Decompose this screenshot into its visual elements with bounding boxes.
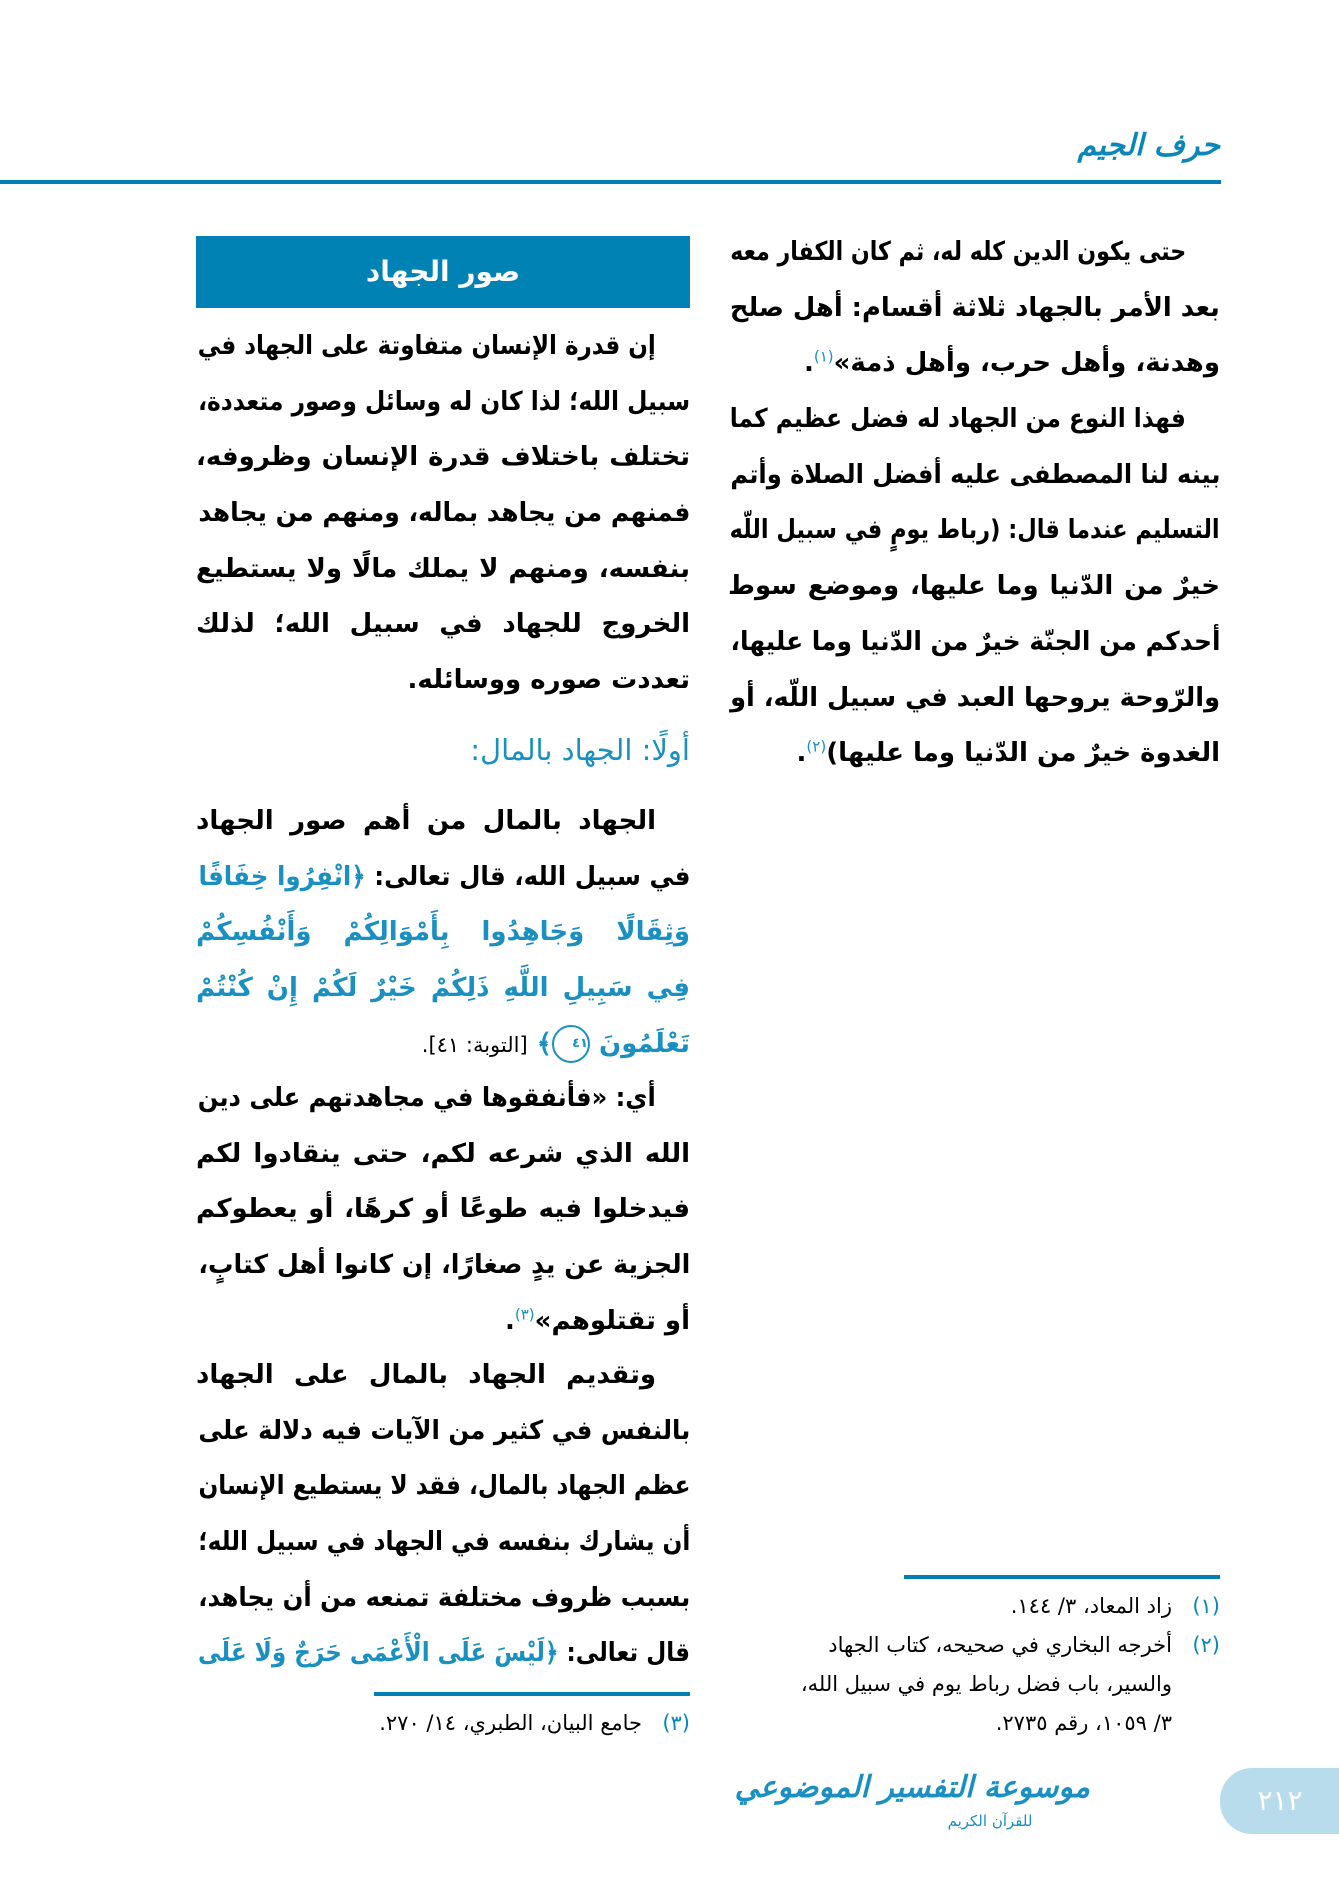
paragraph (728, 392, 1220, 782)
footnote-ref[interactable]: (٣) (514, 1305, 535, 1324)
footnote-text: زاد المعاد، ٣/ ١٤٤. (1010, 1594, 1172, 1618)
text: حتى يكون الدين كله له، ثم كان الكفار معه (730, 237, 1186, 267)
text-line-content (196, 1139, 690, 1169)
text-line (196, 1348, 690, 1404)
right-column (728, 225, 1220, 782)
text-line-content (198, 1515, 690, 1571)
text-line (196, 1571, 690, 1627)
running-head-chapter: حرف الجيم (1077, 128, 1220, 163)
text-line (196, 653, 690, 709)
text: أن يشارك بنفسه في الجهاد في سبيل الله؛ (198, 1527, 690, 1558)
text: في سبيل الله، قال تعالى: (365, 861, 690, 892)
text-line (196, 794, 690, 850)
text-line (196, 375, 690, 431)
text-line-content (198, 1071, 656, 1127)
text-line (728, 503, 1220, 559)
footnote-rule-left (374, 1692, 690, 1696)
series-logo (734, 1766, 1090, 1842)
text-line-content (198, 486, 690, 542)
text-line-content (196, 806, 656, 836)
text-line (196, 905, 690, 961)
text-line-content (730, 448, 1220, 504)
text: الخروج للجهاد في سبيل الله؛ لذلك (196, 609, 690, 640)
text: عظم الجهاد بالمال، فقد لا يستطيع الإنسان (198, 1471, 690, 1502)
text-line (196, 1017, 690, 1073)
footnote-text: جامع البيان، الطبري، ١٤/ ٢٧٠. (379, 1711, 642, 1735)
text: فمنهم من يجاهد بماله، ومنهم من يجاهد (198, 498, 690, 529)
section-header: صور الجهاد (196, 236, 690, 308)
text-line-content (196, 442, 690, 472)
text: . (803, 348, 814, 379)
left-paragraph-3 (196, 1071, 690, 1349)
text-line-content (198, 850, 690, 906)
text: أي: «فأنفقوها في مجاهدتهم على دين (198, 1083, 656, 1113)
subheading: أولًا: الجهاد بالمال: (470, 733, 690, 767)
ayah-number-marker: ٤١ (552, 1025, 590, 1063)
text-line-content (730, 671, 1220, 727)
verse-reference: [التوبة: ٤١]. (421, 1032, 528, 1057)
text: بسبب ظروف مختلفة تمنعه من أن يجاهد، (198, 1582, 690, 1613)
footnote (700, 1626, 1220, 1743)
text-line (196, 542, 690, 598)
series-logo-subtitle: للقرآن الكريم (947, 1812, 1033, 1830)
text-line (728, 225, 1220, 281)
text-line-content (196, 609, 690, 639)
text: إن قدرة الإنسان متفاوتة على الجهاد في (198, 331, 656, 361)
text: بعد الأمر بالجهاد ثلاثة أقسام: أهل صلح (730, 292, 1220, 323)
quran-verse: تَعْلَمُونَ (589, 1028, 690, 1059)
text-line (196, 486, 690, 542)
text-line (196, 1294, 690, 1350)
text-line-content (422, 1029, 690, 1059)
text: بنفسه، ومنهم لا يملك مالًا ولا يستطيع (196, 553, 690, 584)
text: قال تعالى: (558, 1638, 690, 1669)
text-line-content (804, 348, 1220, 378)
text-line-content (198, 375, 690, 431)
text-line-content (730, 503, 1220, 559)
text-line (196, 850, 690, 906)
text: تختلف باختلاف قدرة الإنسان وظروفه، (196, 442, 690, 473)
text: خيرٌ من الدّنيا وما عليها، وموضع سوط (728, 571, 1220, 602)
text: فيدخلوا فيه طوعًا أو كرهًا، أو يعطوكم (196, 1194, 690, 1225)
footnote (700, 1587, 1220, 1626)
footnote-text: والسير، باب فضل رباط يوم في سبيل الله، (800, 1672, 1172, 1696)
quran-verse: ﴿لَيْسَ عَلَى الْأَعْمَى حَرَجٌ وَلَا عَلَى (198, 1638, 559, 1669)
text-line (196, 430, 690, 486)
series-logo-title: موسوعة التفسير الموضوعي (734, 1770, 1090, 1805)
footnote (196, 1704, 690, 1743)
left-paragraph-2 (196, 794, 690, 1072)
paragraph (728, 225, 1220, 392)
text: سبيل الله؛ لذا كان له وسائل وصور متعددة، (198, 386, 690, 417)
text: بالنفس في كثير من الآيات فيه دلالة على (198, 1415, 690, 1446)
text-line-content (196, 973, 690, 1003)
text: الغدوة خيرٌ من الدّنيا وما عليها) (826, 738, 1220, 769)
text-line-content (198, 1404, 690, 1460)
text: الله الذي شرعه لكم، حتى ينقادوا لكم (196, 1138, 690, 1169)
quran-verse: وَثِقَالًا وَجَاهِدُوا بِأَمْوَالِكُمْ وَأَنْفُسِكُمْ (196, 917, 690, 948)
quran-verse: فِي سَبِيلِ اللَّهِ ذَلِكُمْ خَيْرٌ لَكُمْ إِنْ كُنْتُمْ (196, 973, 690, 1004)
footnote-number: (٢) (1192, 1633, 1220, 1657)
text-line-content (198, 1459, 690, 1515)
footnotes-left (196, 1704, 690, 1743)
text-line-content (730, 225, 1186, 281)
text: . (796, 738, 807, 769)
text: وتقديم الجهاد بالمال على الجهاد (196, 1360, 656, 1390)
text: أو تقتلوهم» (534, 1305, 690, 1336)
text-line (196, 1515, 690, 1571)
text-line (196, 1071, 690, 1127)
footnote-number: (١) (1192, 1594, 1220, 1618)
text-line (196, 1626, 690, 1682)
footnote-number: (٣) (662, 1711, 690, 1735)
left-paragraph-4 (196, 1348, 690, 1682)
text-line-content (797, 738, 1220, 768)
text: أحدكم من الجنّة خيرٌ من الدّنيا وما عليها، (730, 626, 1220, 657)
footnote-ref[interactable]: (١) (813, 347, 834, 366)
text-line-content (196, 1194, 690, 1224)
text-line-content (505, 1306, 690, 1336)
text: الجهاد بالمال من أهم صور الجهاد (196, 806, 656, 836)
text-line-content (198, 319, 656, 375)
quran-verse: ﴾ (527, 1028, 552, 1059)
text-line-content (198, 1238, 690, 1294)
text-line (728, 671, 1220, 727)
text-line-content (196, 554, 690, 584)
header-rule (0, 180, 1221, 184)
text: الجزية عن يدٍ صغارًا، إن كانوا أهل كتابٍ، (198, 1250, 690, 1281)
footnote-ref[interactable]: (٢) (806, 737, 827, 756)
text-line-content (408, 665, 690, 695)
text-line (728, 448, 1220, 504)
text-line (196, 1238, 690, 1294)
text-line-content (728, 571, 1220, 601)
text-line (728, 281, 1220, 337)
text-line (196, 961, 690, 1017)
text-line-content (730, 615, 1220, 671)
text-line (196, 319, 690, 375)
text-line-content (198, 1571, 690, 1627)
page-number: ٢١٢ (1220, 1768, 1339, 1834)
text: والرّوحة يروحها العبد في سبيل اللّه، أو (730, 682, 1220, 713)
text-line (196, 1182, 690, 1238)
text-line-content (730, 281, 1220, 337)
text: تعددت صوره ووسائله. (407, 665, 690, 696)
footnotes-right (700, 1587, 1220, 1743)
text-line (728, 726, 1220, 782)
text: وهدنة، وأهل حرب، وأهل ذمة» (833, 348, 1220, 379)
text-line-content (730, 392, 1186, 448)
text-line (196, 597, 690, 653)
text: . (504, 1305, 515, 1336)
text-line (196, 1459, 690, 1515)
text-line-content (198, 1626, 690, 1682)
left-paragraph-1 (196, 319, 690, 709)
text-line (728, 392, 1220, 448)
text-line (728, 336, 1220, 392)
text: بينه لنا المصطفى عليه أفضل الصلاة وأتم (730, 459, 1220, 490)
text: التسليم عندما قال: (رباط يومٍ في سبيل اللّه (730, 515, 1220, 546)
text-line-content (196, 917, 690, 947)
text-line-content (196, 1360, 656, 1390)
text: فهذا النوع من الجهاد له فضل عظيم كما (730, 404, 1186, 435)
footnote-text: ٣/ ١٠٥٩، رقم ٢٧٣٥. (995, 1711, 1172, 1735)
text-line (728, 559, 1220, 615)
quran-verse: ﴿انْفِرُوا خِفَافًا (198, 861, 366, 892)
text-line (196, 1127, 690, 1183)
footnote-text: أخرجه البخاري في صحيحه، كتاب الجهاد (828, 1633, 1172, 1657)
text-line (728, 615, 1220, 671)
footnote-rule-right (904, 1575, 1220, 1579)
text-line (196, 1404, 690, 1460)
